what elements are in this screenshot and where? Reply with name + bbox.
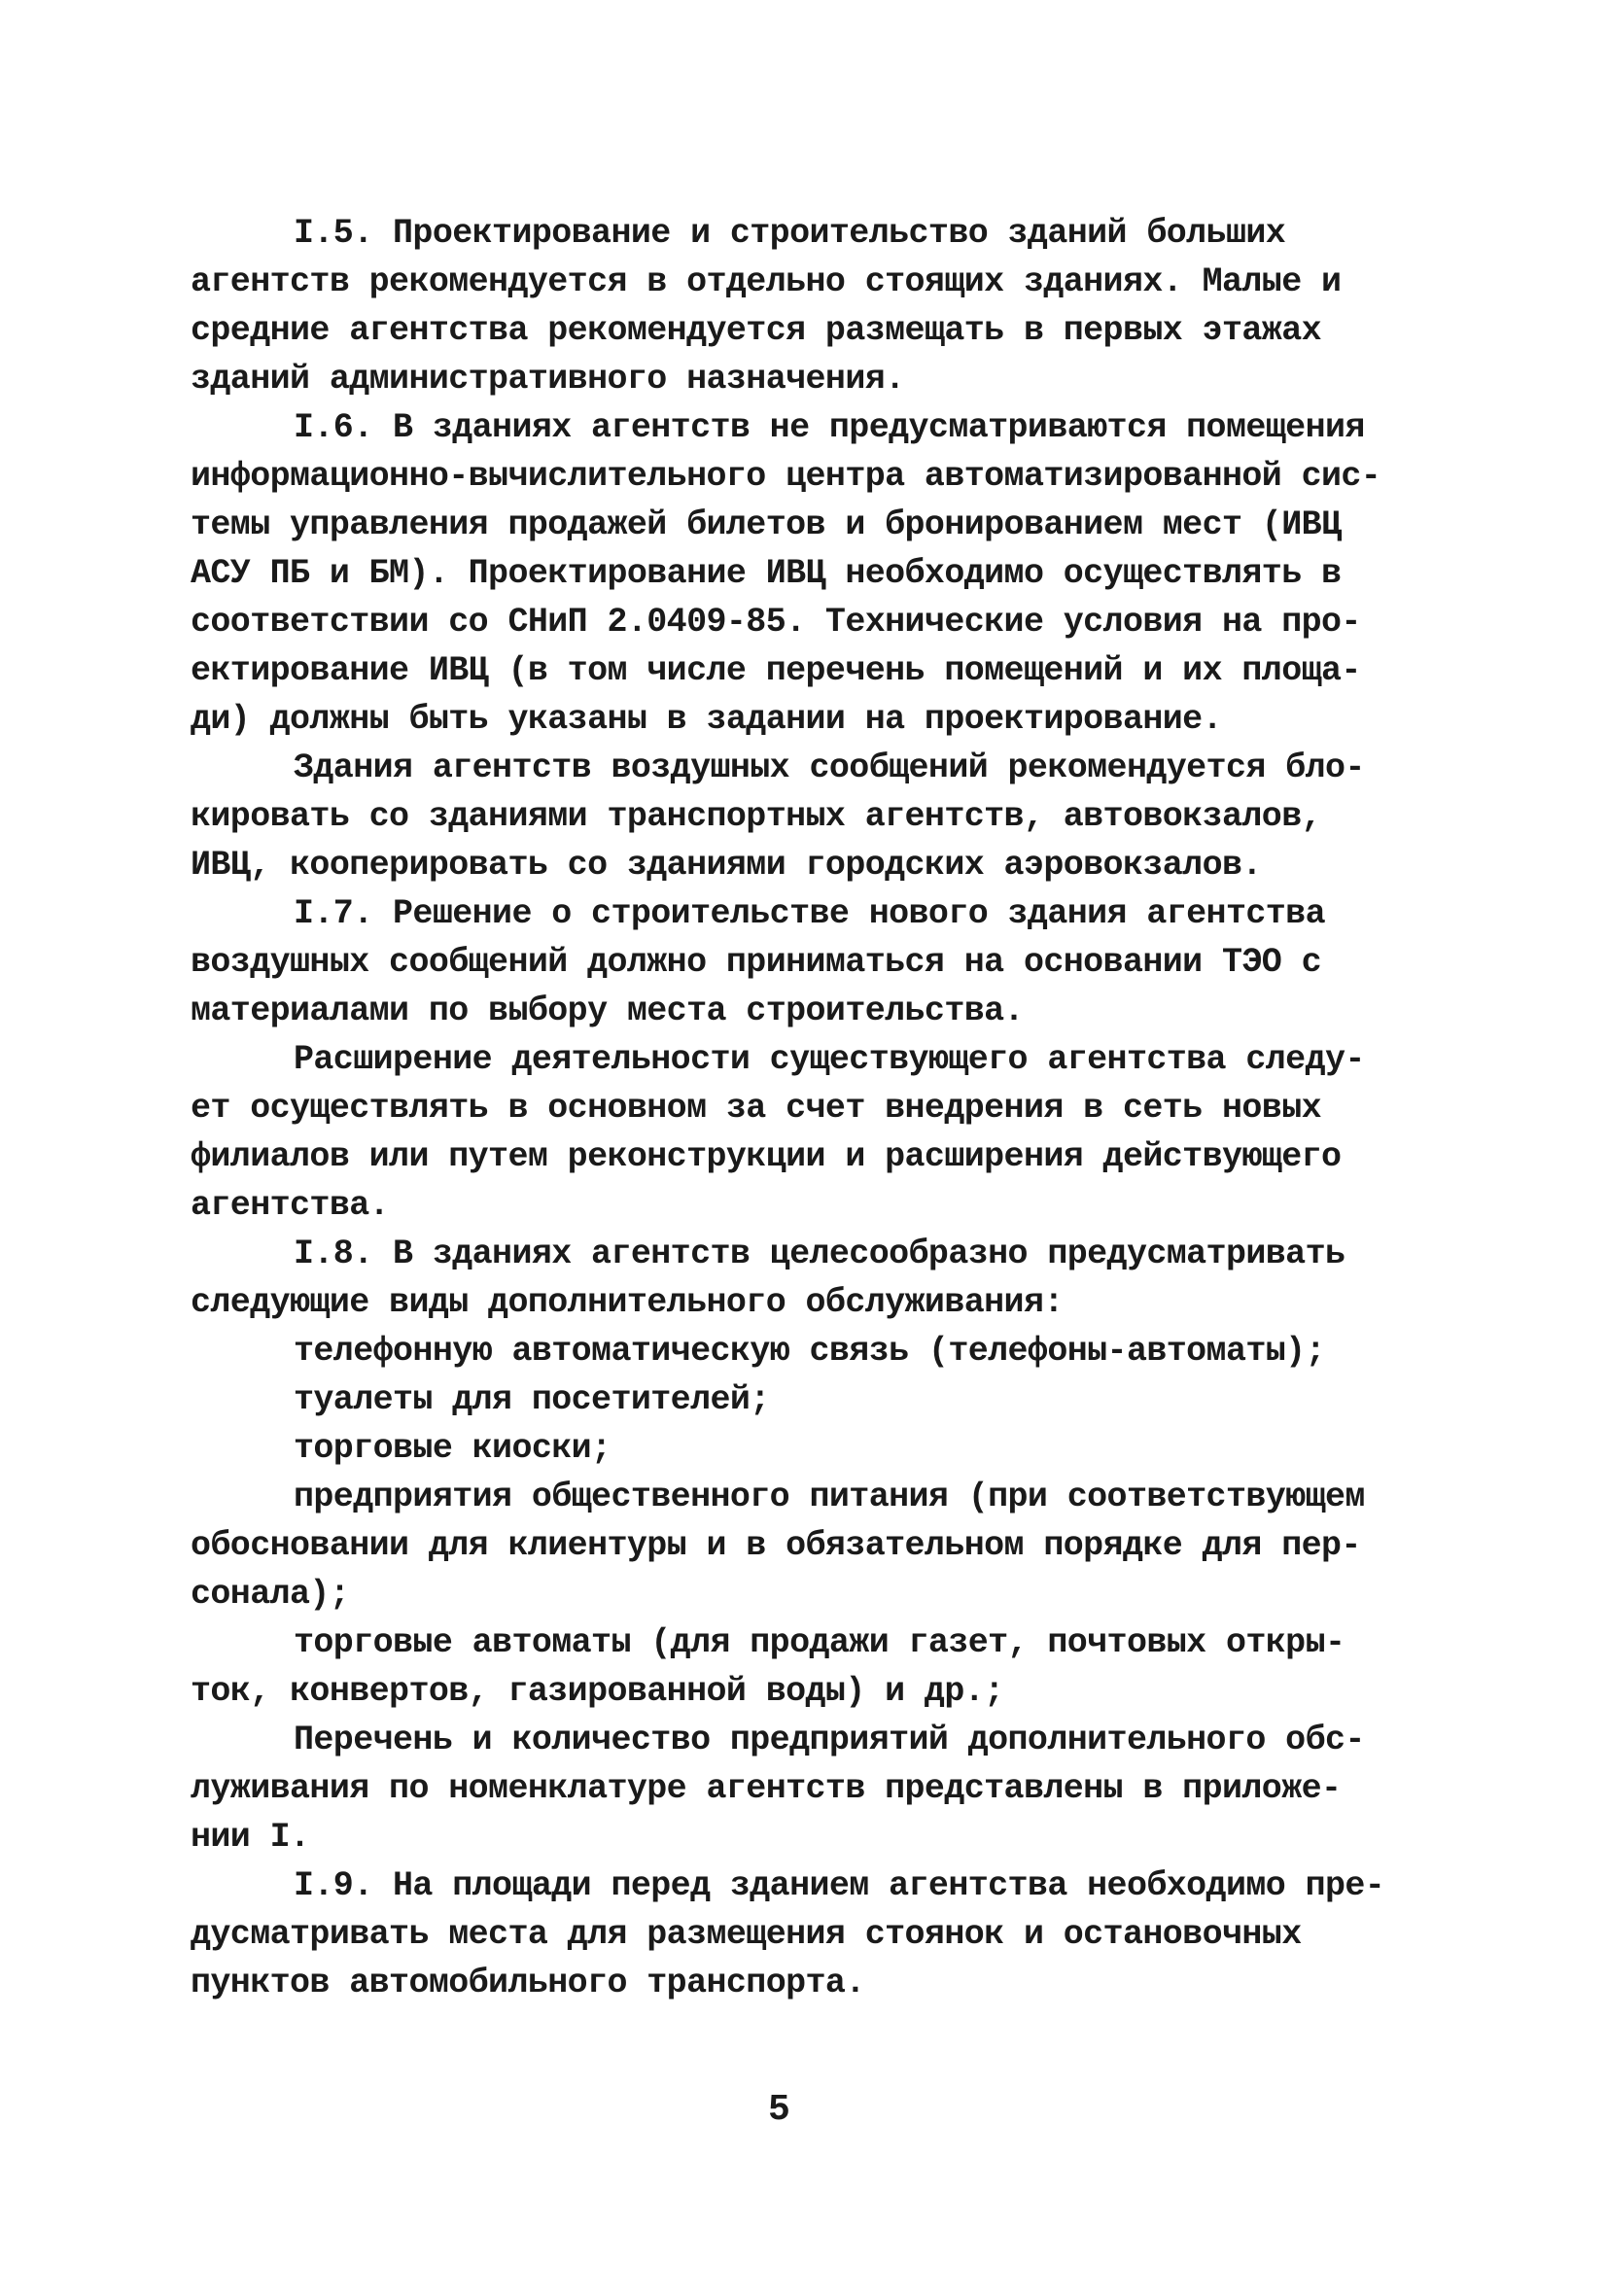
text-line: филиалов или путем реконструкции и расширения действующего bbox=[191, 1137, 1342, 1176]
text-line: ет осуществлять в основном за счет внедрения в сеть новых bbox=[191, 1089, 1321, 1128]
text-line: ектирование ИВЦ (в том числе перечень помещений и их площа- bbox=[191, 651, 1361, 690]
text-line: предприятия общественного питания (при соответствующем bbox=[294, 1478, 1365, 1516]
text-line: торговые автоматы (для продажи газет, почтовых откры- bbox=[294, 1623, 1345, 1662]
text-line: кировать со зданиями транспортных агентств, автовокзалов, bbox=[191, 797, 1321, 836]
text-line: пунктов автомобильного транспорта. bbox=[191, 1964, 865, 2002]
text-line: I.6. В зданиях агентств не предусматриваются помещения bbox=[294, 408, 1365, 447]
text-line: обосновании для клиентуры и в обязательном порядке для пер- bbox=[191, 1526, 1361, 1565]
text-line: ИВЦ, кооперировать со зданиями городских аэровокзалов. bbox=[191, 846, 1262, 885]
text-line: средние агентства рекомендуется размещать в первых этажах bbox=[191, 311, 1321, 350]
text-line: дусматривать места для размещения стоянок и остановочных bbox=[191, 1915, 1302, 1954]
text-line: сонала); bbox=[191, 1575, 350, 1614]
text-line: следующие виды дополнительного обслуживания: bbox=[191, 1283, 1064, 1322]
text-line: телефонную автоматическую связь (телефоны-автоматы); bbox=[294, 1332, 1325, 1371]
text-line: информационно-вычислительного центра автоматизированной сис- bbox=[191, 457, 1381, 496]
text-line: ток, конвертов, газированной воды) и др.; bbox=[191, 1672, 1004, 1711]
text-line: ди) должны быть указаны в задании на проектирование. bbox=[191, 700, 1222, 739]
text-line: I.8. В зданиях агентств целесообразно предусматривать bbox=[294, 1235, 1345, 1273]
text-line: агентств рекомендуется в отдельно стоящих зданиях. Малые и bbox=[191, 262, 1342, 301]
text-line: АСУ ПБ и БМ). Проектирование ИВЦ необходимо осуществлять в bbox=[191, 554, 1342, 593]
text-line: зданий административного назначения. bbox=[191, 360, 905, 399]
page-number: 5 bbox=[768, 2089, 790, 2131]
text-line: I.5. Проектирование и строительство зданий больших bbox=[294, 214, 1286, 253]
text-line: I.9. На площади перед зданием агентства необходимо пре- bbox=[294, 1866, 1385, 1905]
text-line: луживания по номенклатуре агентств представлены в приложе- bbox=[191, 1769, 1342, 1808]
text-line: материалами по выбору места строительства. bbox=[191, 991, 1024, 1030]
text-line: темы управления продажей билетов и бронированием мест (ИВЦ bbox=[191, 505, 1342, 544]
text-line: воздушных сообщений должно приниматься на основании ТЭО с bbox=[191, 943, 1321, 982]
text-line: туалеты для посетителей; bbox=[294, 1380, 770, 1419]
text-line: Расширение деятельности существующего агентства следу- bbox=[294, 1040, 1365, 1079]
text-line: Перечень и количество предприятий дополнительного обс- bbox=[294, 1721, 1365, 1759]
text-line: торговые киоски; bbox=[294, 1429, 611, 1468]
text-line: I.7. Решение о строительстве нового здания агентства bbox=[294, 894, 1325, 933]
text-line: агентства. bbox=[191, 1186, 390, 1225]
text-line: соответствии со СНиП 2.0409-85. Технические условия на про- bbox=[191, 603, 1361, 642]
text-line: Здания агентств воздушных сообщений рекомендуется бло- bbox=[294, 748, 1365, 787]
text-line: нии I. bbox=[191, 1818, 310, 1857]
